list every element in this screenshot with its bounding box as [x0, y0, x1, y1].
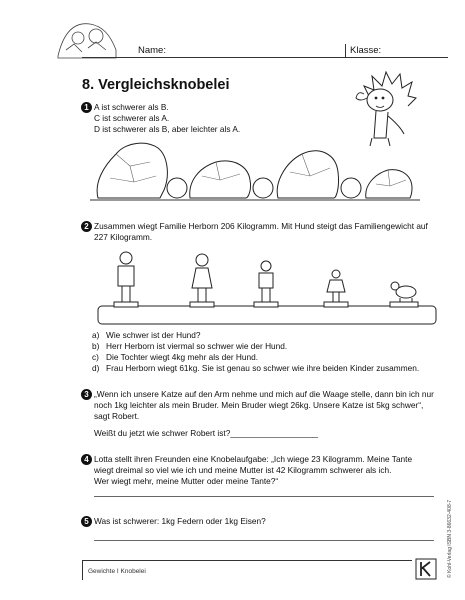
question-label: a) — [92, 330, 100, 340]
class-label: Klasse: — [350, 45, 382, 56]
rock-c — [277, 151, 338, 198]
family-scales-illustration — [90, 248, 440, 328]
dog-figure — [390, 282, 418, 307]
name-label: Name: — [138, 45, 166, 56]
question-label: d) — [92, 363, 100, 373]
question-text: Frau Herborn wiegt 61kg. Sie ist genau so schwer wie ihre beiden Kinder zusammen. — [106, 363, 420, 373]
task-number-2: 2 — [81, 221, 92, 232]
task3-question: Weißt du jetzt wie schwer Robert ist?___________________ — [94, 428, 319, 438]
page-title: 8. Vergleichsknobelei — [82, 77, 230, 93]
rock-d — [366, 170, 412, 198]
task-number-3: 3 — [81, 389, 92, 400]
father-figure — [114, 252, 138, 307]
task3-line: noch 1kg leichter als mein Bruder. Mein Bruder wiegt 26kg. Unsere Katze ist 5kg schwer“, — [94, 400, 424, 410]
task5-text: Was ist schwerer: 1kg Federn oder 1kg Eisen? — [94, 516, 266, 526]
question-text: Herr Herborn ist viermal so schwer wie der Hund. — [106, 341, 288, 351]
header-illustration — [56, 20, 126, 60]
copyright-note: © Kohl-Verlag ISBN 3-86632-408-7 — [447, 499, 453, 578]
header-divider — [345, 44, 346, 58]
header-rule — [82, 57, 448, 58]
answer-line[interactable] — [94, 496, 434, 497]
rocks-illustration — [90, 132, 420, 207]
rock-a — [97, 143, 167, 198]
question-text: Die Tochter wiegt 4kg mehr als der Hund. — [106, 352, 259, 362]
task-number-1: 1 — [81, 102, 92, 113]
task1-line: A ist schwerer als B. — [94, 102, 169, 112]
task2-line: 227 Kilogramm. — [94, 232, 153, 242]
task-number-4: 4 — [81, 454, 92, 465]
task-number-5: 5 — [81, 516, 92, 527]
task1-line: C ist schwerer als A. — [94, 113, 170, 123]
task3-line: „Wenn ich unsere Katze auf den Arm nehme und mich auf die Waage stelle, dann bin ich nur — [94, 389, 434, 399]
task4-line: wiegt dreimal so viel wie ich und meine Mutter ist 42 Kilogramm schwerer als ich. — [94, 465, 392, 475]
rock-b — [190, 161, 251, 198]
task1-line: D ist schwerer als B, aber leichter als A. — [94, 124, 241, 134]
son-figure — [254, 261, 278, 307]
footer-text: Gewichte I Knobelei — [88, 568, 146, 575]
task2-line: Zusammen wiegt Familie Herborn 206 Kilogramm. Mit Hund steigt das Familiengewicht auf — [94, 221, 428, 231]
task3-line: sagt Robert. — [94, 411, 140, 421]
answer-line[interactable] — [94, 540, 434, 541]
task4-line: Wer wiegt mehr, meine Mutter oder meine Tante?“ — [94, 476, 279, 486]
mother-figure — [190, 254, 214, 307]
question-text: Wie schwer ist der Hund? — [106, 330, 201, 340]
daughter-figure — [324, 270, 348, 307]
publisher-logo — [415, 558, 437, 580]
question-label: b) — [92, 341, 100, 351]
task4-line: Lotta stellt ihren Freunden eine Knobelaufgabe: „Ich wiege 23 Kilogramm. Meine Tante — [94, 454, 413, 464]
question-label: c) — [92, 352, 99, 362]
